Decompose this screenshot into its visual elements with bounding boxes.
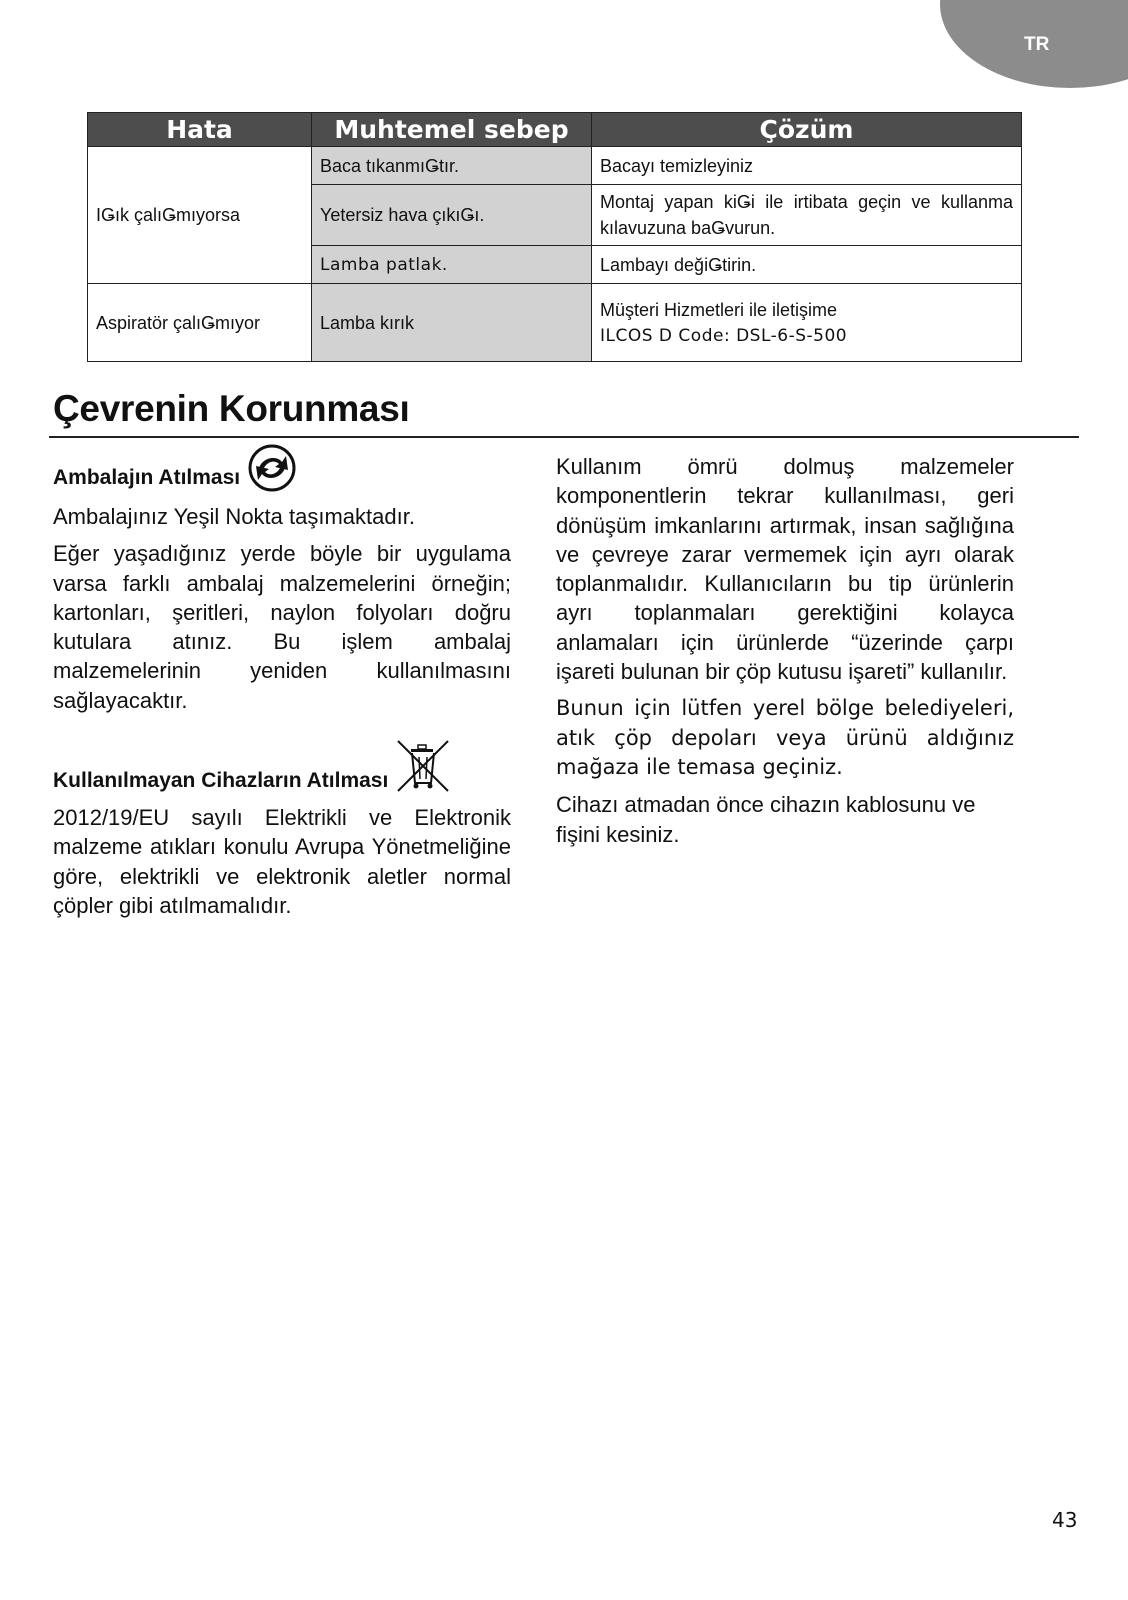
ilcos-code: ILCOS D Code: DSL-6-S-500 [600,325,848,346]
right-column [556,452,1014,857]
right-paragraph-3: Cihazı atmadan önce cihazın kablosunu ve fişini kesiniz. [556,792,976,847]
crossed-bin-icon [394,737,452,795]
table-header-row [88,113,1022,147]
solution-cell: Bacayı temizleyiniz [592,147,1022,185]
solution-cell [592,284,1022,362]
header-fault: Hata [88,113,312,147]
table-row [88,147,1022,185]
troubleshooting-table [87,112,1022,362]
fault-cell: IǤık çalıǤmıyorsa [88,147,312,284]
table-row [88,284,1022,362]
section-divider [49,436,1079,438]
header-solution: Çözüm [592,113,1022,147]
right-paragraph-1: Kullanım ömrü dolmuş malzemeler komponentlerin tekrar kullanılması, geri dönüşüm imkanlarını artırmak, insan sağlığına ve çevreye zarar vermemek için ayrı olarak toplanmalıdır. Kullanıcıların bu tip ürünlerin ayrı toplanmaları gerektiğini kolayca anlamaları için ürünlerde “üzerinde çarpı işareti bulunan bir çöp kutusu işareti” kullanılır. [556,454,1014,685]
solution-cell: Montaj yapan kiǤi ile irtibata geçin ve kullanma kılavuzuna baǤvurun. [592,185,1022,246]
cause-cell: Lamba kırık [312,284,592,362]
section-title: Çevrenin Korunması [53,388,410,429]
solution-line: Müşteri Hizmetleri ile iletişime [600,299,838,320]
fault-cell: Aspiratör çalıǤmıyor [88,284,312,362]
solution-cell: Lambayı değiǤtirin. [592,246,1022,284]
language-label: TR [1024,34,1050,55]
devices-heading [53,737,511,795]
packaging-heading-text: Ambalajın Atılması [53,465,241,489]
packaging-paragraph-1: Ambalajınız Yeşil Nokta taşımaktadır. [53,504,415,529]
cause-cell: Yetersiz hava çıkıǤı. [312,185,592,246]
packaging-heading [53,440,511,492]
right-paragraph-2: Bunun için lütfen yerel bölge belediyeleri, atık çöp depoları veya ürünü aldığınız mağaza ile temasa geçiniz. [556,696,1014,779]
cause-cell: Baca tıkanmıǤtır. [312,147,592,185]
header-cause: Muhtemel sebep [312,113,592,147]
cause-cell: Lamba patlak. [312,246,592,284]
page-number: 43 [1052,1508,1078,1532]
devices-heading-text: Kullanılmayan Cihazların Atılması [53,768,389,792]
green-dot-icon [248,444,296,492]
left-column [53,440,511,928]
devices-paragraph: 2012/19/EU sayılı Elektrikli ve Elektronik malzeme atıkları konulu Avrupa Yönetmeliğine göre, elektrikli ve elektronik aletler normal çöpler gibi atılmamalıdır. [53,805,511,918]
packaging-paragraph-2: Eğer yaşadığınız yerde böyle bir uygulama varsa farklı ambalaj malzemelerini örneğin; kartonları, şeritleri, naylon folyoları doğru kutulara atınız. Bu işlem ambalaj malzemelerinin yeniden kullanılmasını sağlayacaktır. [53,541,511,713]
